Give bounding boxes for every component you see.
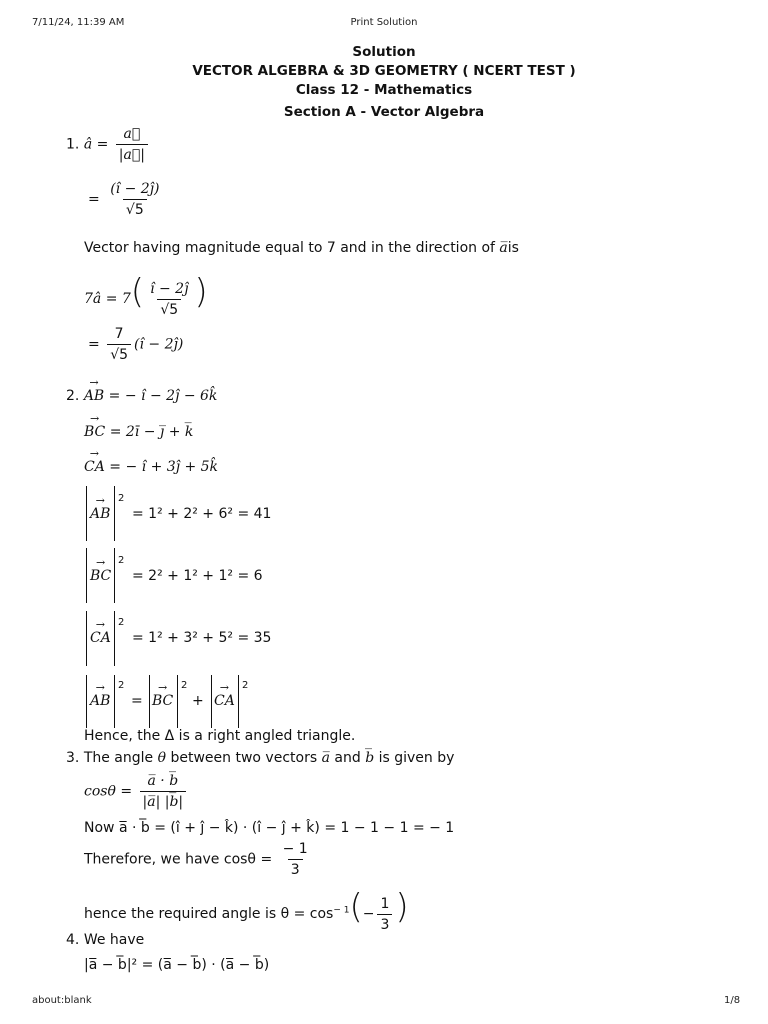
print-timestamp: 7/11/24, 11:39 AM <box>32 17 125 28</box>
abs-bar <box>114 611 115 666</box>
q1-step-2: = $\frac{(î - 2ĵ)}{√5}$ <box>88 181 160 218</box>
pythagoras-ca: → CA <box>214 681 235 709</box>
exponent: 2 <box>118 617 125 628</box>
abs-bar <box>211 675 212 728</box>
class-title: Class 12 - Mathematics <box>295 82 473 98</box>
abs-bar <box>86 548 87 603</box>
abs-bar <box>114 548 115 603</box>
q2-bc-magnitude-symbol: → BC <box>90 556 112 584</box>
q1-step-4: = $\frac{7}{√5}$ (î − 2ĵ) <box>88 326 184 363</box>
q2-ca-magnitude: = 1² + 3² + 5² = 35 <box>132 630 272 646</box>
print-title: Print Solution <box>350 17 418 28</box>
abs-bar <box>149 675 150 728</box>
q4-expression: |a̅ − b̅|² = (a̅ − b̅) · (a̅ − b̅) <box>84 957 270 973</box>
q3-cos-formula: cosθ = $\frac{a̅ \cdot b̅}{|a̅| |b̅|}$ <box>84 772 189 811</box>
test-title: VECTOR ALGEBRA & 3D GEOMETRY ( NCERT TEST ) <box>192 63 576 79</box>
abs-bar <box>86 486 87 541</box>
q2-ab-magnitude: = 1² + 2² + 6² = 41 <box>132 506 272 522</box>
q3-angle: hence the required angle is $\theta = \cos^{- 1}(-$ $\frac{1}{3}$ ) <box>84 887 409 933</box>
q1-step-3: 7â = 7( $\frac{î - 2ĵ}{√5}$ ) <box>84 272 208 318</box>
abs-bar <box>86 611 87 666</box>
exponent: 2 <box>242 680 249 691</box>
exponent: 2 <box>118 680 125 691</box>
q1-formula-unit-vector: 1. â = $\frac{a⃗}{|a⃗|}$ <box>66 125 151 164</box>
exponent: 2 <box>118 493 125 504</box>
q2-ab-magnitude-symbol: → AB <box>90 494 111 522</box>
abs-bar <box>114 675 115 728</box>
page-count: 1/8 <box>724 995 741 1006</box>
exponent: 2 <box>181 680 188 691</box>
abs-bar <box>86 675 87 728</box>
q2-ca-vector: → CA = − î + 3ĵ + 5k̂ <box>84 447 219 475</box>
q3-dot-product: Now a̅ · b̅ = (î + ĵ − k̂) · (î − ĵ + k̂) = 1 − 1 − 1 = − 1 <box>84 820 455 836</box>
pythagoras-ab: → AB <box>90 681 111 709</box>
q3-therefore: Therefore, we have cosθ = $\frac{- 1}{3}$ <box>84 841 308 878</box>
q3-intro: 3. The angle θ between two vectors a̅ and b̅ is given by <box>66 750 455 766</box>
q4-intro: 4. We have <box>66 932 145 948</box>
q2-bc-magnitude: = 2² + 1² + 1² = 6 <box>132 568 263 584</box>
solution-heading: Solution <box>352 44 416 60</box>
section-title: Section A - Vector Algebra <box>283 104 485 120</box>
q1-statement: Vector having magnitude equal to 7 and in the direction of a̅is <box>84 240 519 256</box>
footer-url: about:blank <box>32 995 92 1006</box>
q2-ca-magnitude-symbol: → CA <box>90 618 111 646</box>
exponent: 2 <box>118 555 125 566</box>
pythagoras-bc: → BC <box>152 681 174 709</box>
q2-conclusion: Hence, the Δ is a right angled triangle. <box>84 728 356 744</box>
abs-bar <box>238 675 239 728</box>
abs-bar <box>114 486 115 541</box>
plus-sign: + <box>192 693 204 709</box>
equals-sign: = <box>131 693 143 709</box>
abs-bar <box>177 675 178 728</box>
q2-ab-vector: 2. → AB = − î − 2ĵ − 6k̂ <box>66 376 218 404</box>
q2-bc-vector: → BC = 2ī − j̅ + k̅ <box>84 412 194 440</box>
